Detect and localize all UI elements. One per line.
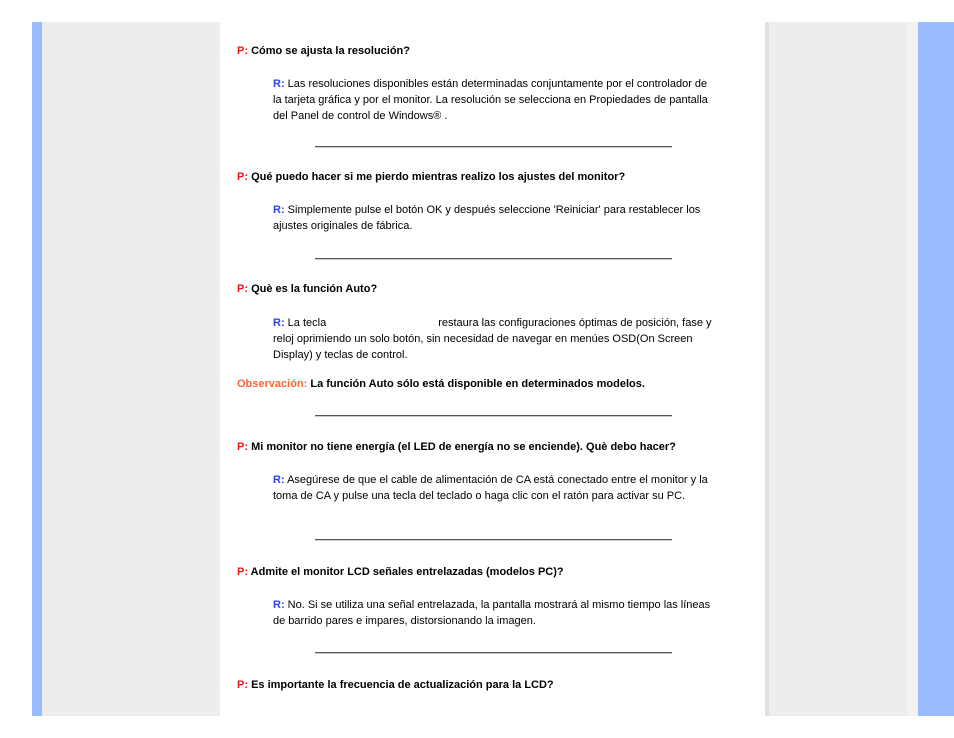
answer-marker: R: [273, 317, 285, 329]
faq-question-6 [237, 679, 554, 691]
question-marker: P: [237, 566, 248, 578]
left-blue-bar [32, 22, 42, 716]
separator [315, 539, 672, 541]
question-text: Mi monitor no tiene energía (el LED de energía no se enciende). Què debo hacer? [251, 441, 676, 453]
question-text: Qué puedo hacer si me pierdo mientras realizo los ajustes del monitor? [251, 171, 626, 183]
answer-text: No. Si se utiliza una señal entrelazada, la pantalla mostrará al mismo tiempo las líneas de barrido pares e impares, distorsionando la imagen. [273, 599, 711, 627]
faq-answer-5 [273, 597, 718, 629]
answer-prefix: La tecla [287, 317, 327, 329]
question-text: Cómo se ajusta la resolución? [251, 45, 410, 57]
answer-text: Asegúrese de que el cable de alimentación de CA está conectado entre el monitor y la toma de CA y pulse una tecla del teclado o haga clic con el ratón para activar su PC. [273, 474, 708, 502]
answer-marker: R: [273, 599, 285, 611]
faq-answer-2 [273, 202, 718, 234]
right-gray-panel [765, 22, 918, 716]
observation-note [237, 378, 645, 390]
faq-answer-3 [273, 315, 718, 363]
faq-answer-1 [273, 76, 718, 124]
faq-question-4 [237, 441, 676, 453]
left-gray-panel [42, 22, 220, 716]
question-text: Admite el monitor LCD señales entrelazadas (modelos PC)? [250, 566, 564, 578]
faq-question-1 [237, 45, 410, 57]
question-marker: P: [237, 45, 248, 57]
separator [315, 258, 672, 260]
question-marker: P: [237, 441, 248, 453]
question-marker: P: [237, 283, 248, 295]
answer-marker: R: [273, 204, 285, 216]
observation-text: La función Auto sólo está disponible en determinados modelos. [310, 378, 645, 390]
faq-question-2 [237, 171, 625, 183]
answer-text: restaura las configuraciones óptimas de posición, fase y reloj oprimiendo un solo botón, sin necesidad de navegar en menúes OSD(On Screen Display) y teclas de control. [273, 317, 712, 361]
observation-label: Observación: [237, 378, 308, 390]
answer-marker: R: [273, 474, 285, 486]
answer-text: Simplemente pulse el botón OK y después seleccione 'Reiniciar' para restablecer los ajustes originales de fábrica. [273, 204, 701, 232]
separator [315, 652, 672, 654]
right-panel-edge [765, 22, 769, 716]
answer-marker: R: [273, 78, 285, 90]
question-marker: P: [237, 679, 248, 691]
question-marker: P: [237, 171, 248, 183]
answer-text: Las resoluciones disponibles están determinadas conjuntamente por el controlador de la tarjeta gráfica y por el monitor. La resolución se selecciona en Propiedades de pantalla del Panel de control de Windows® . [273, 78, 708, 122]
question-text: Què es la función Auto? [251, 283, 378, 295]
separator [315, 415, 672, 417]
right-white-strip [907, 22, 918, 716]
faq-question-3 [237, 283, 377, 295]
separator [315, 146, 672, 148]
faq-answer-4 [273, 472, 718, 504]
right-blue-bar [918, 22, 954, 716]
faq-question-5 [237, 566, 564, 578]
question-text: Es importante la frecuencia de actualización para la LCD? [251, 679, 554, 691]
